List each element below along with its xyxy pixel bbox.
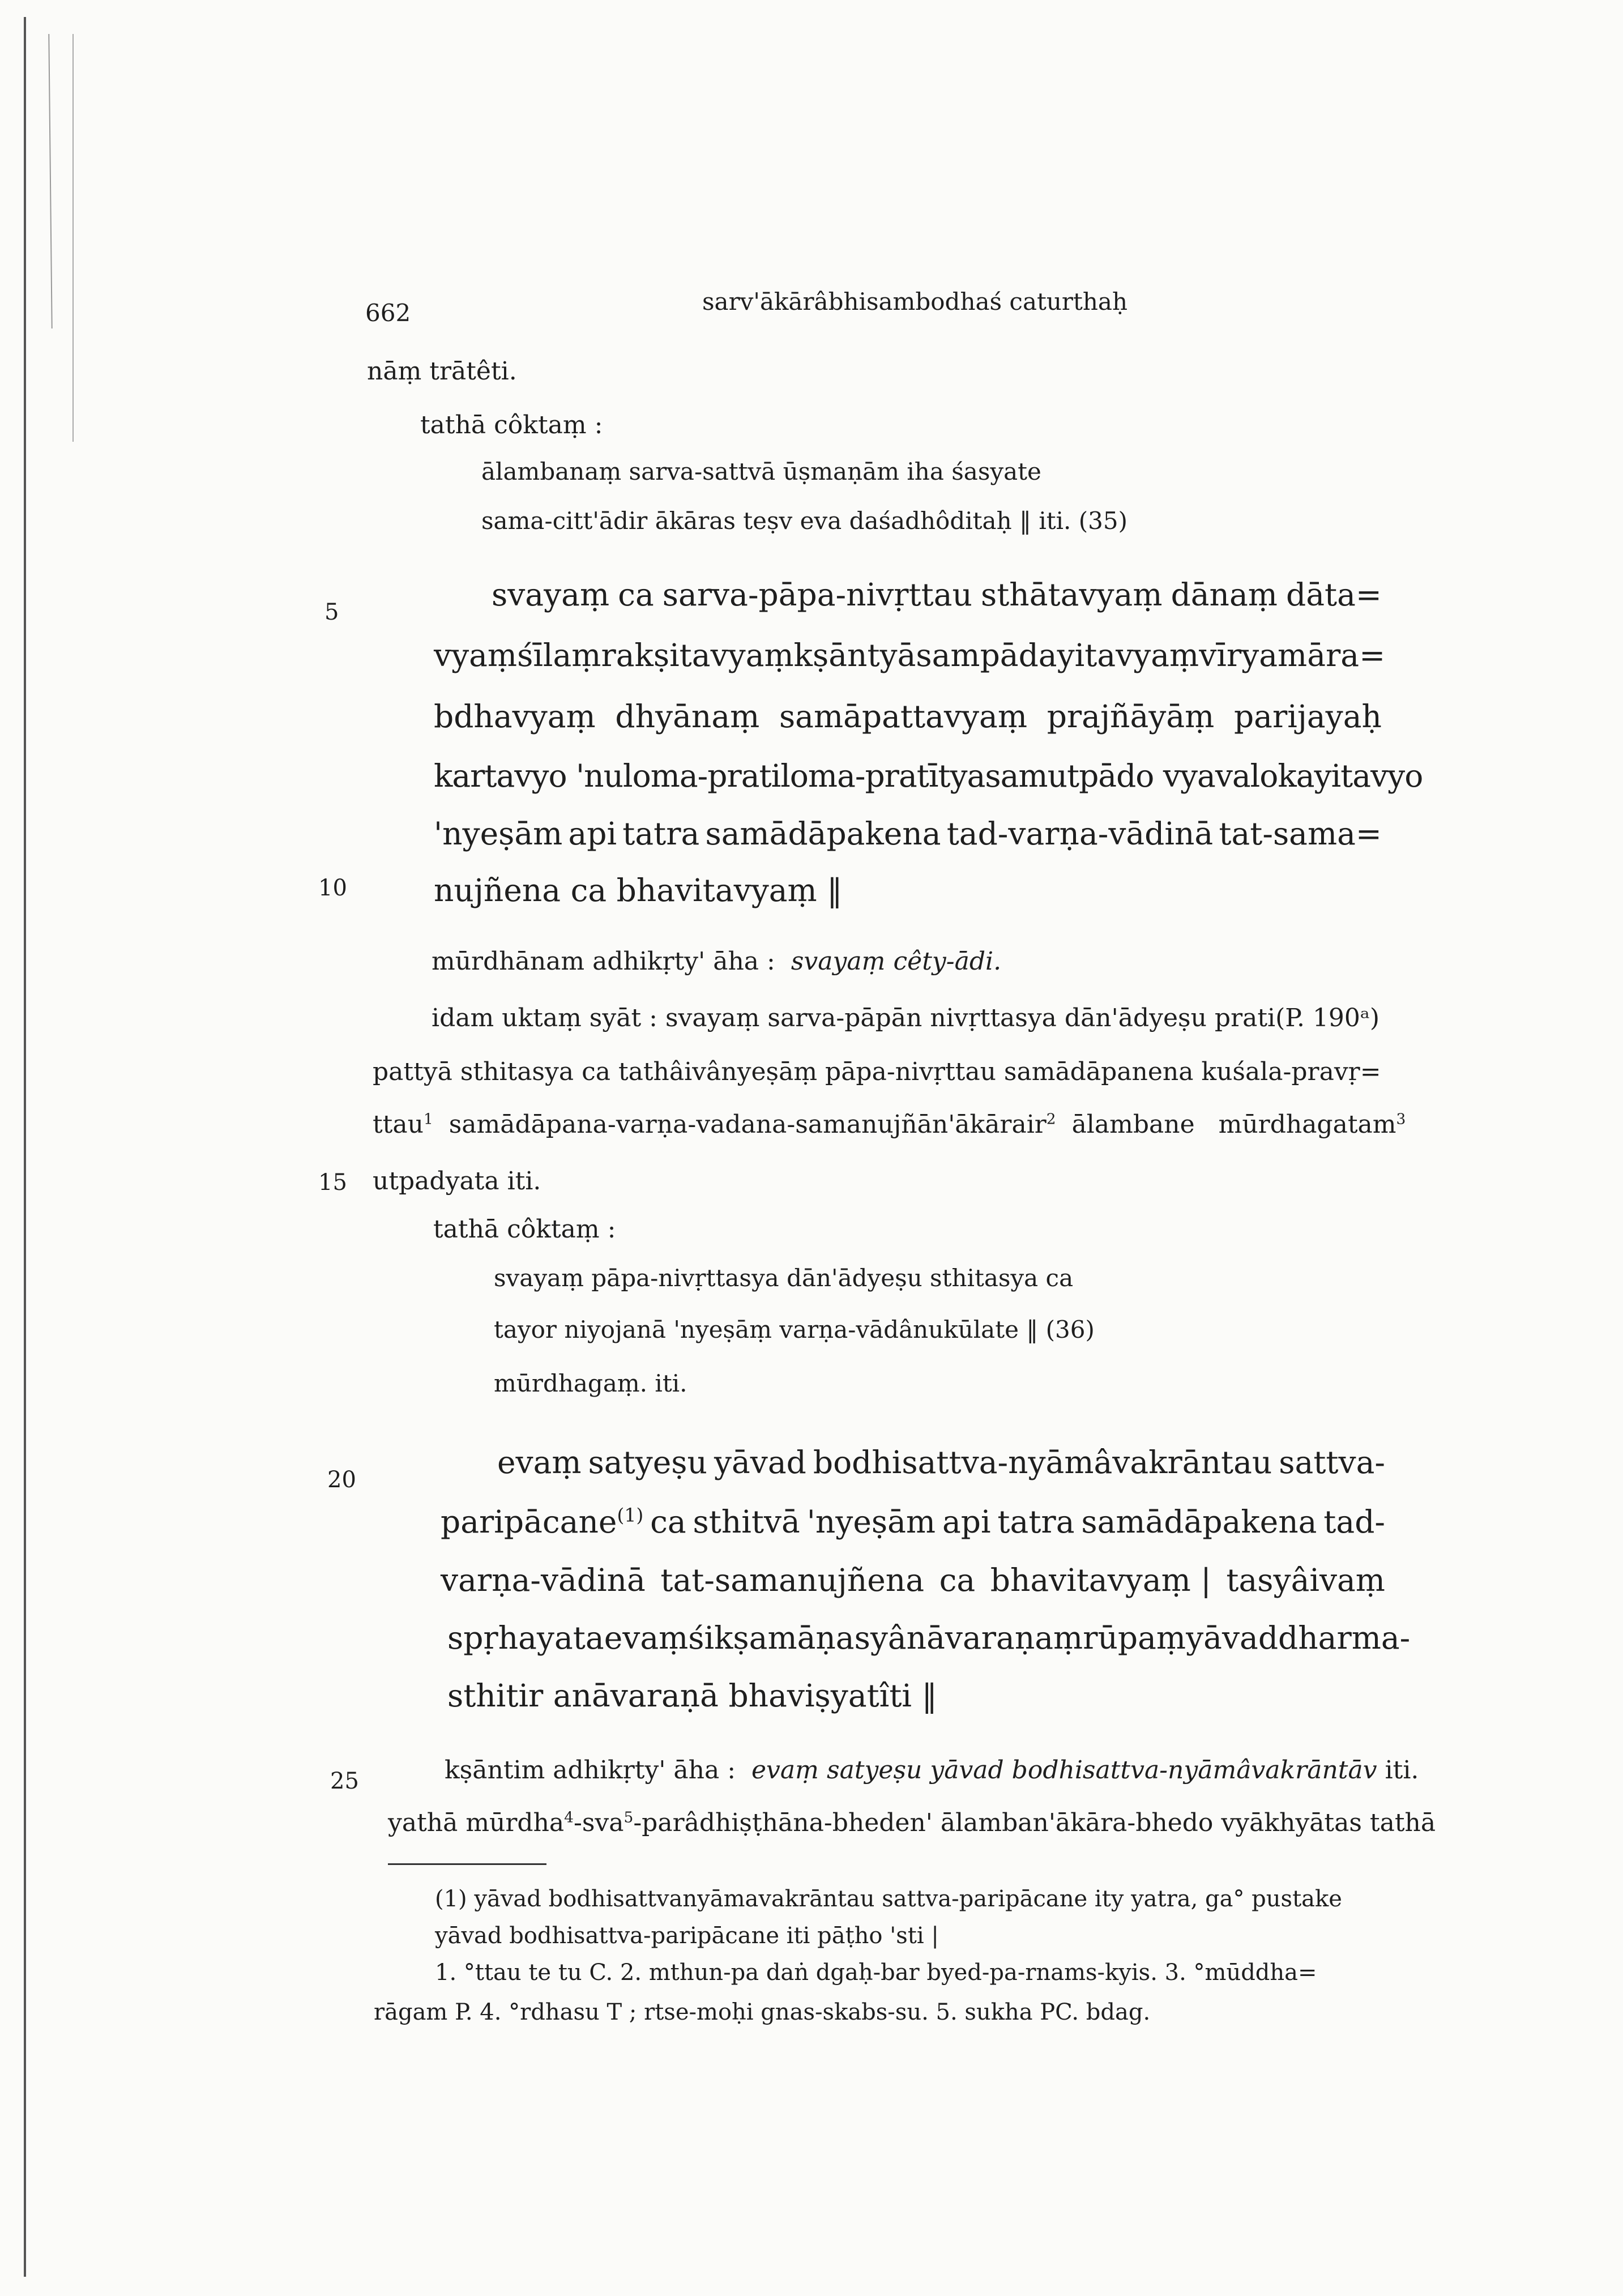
root-text-line: 'nyeṣām api tatra samādāpakena tad-varṇa-vādinā tat-sama= (434, 816, 1382, 852)
commentary-line: mūrdhānam adhikṛty' āha : svayaṃ cêty-ādi. (432, 947, 1002, 976)
verse-line: svayaṃ pāpa-nivṛttasya dān'ādyeṣu sthitasya ca (494, 1264, 1074, 1292)
footnote-line: (1) yāvad bodhisattvanyāmavakrāntau sattva-paripācane ity yatra, ga° pustake (435, 1886, 1342, 1912)
commentary-line: utpadyata iti. (373, 1167, 541, 1196)
scan-edge-line (24, 17, 26, 2277)
line-number: 5 (324, 599, 339, 625)
text-line: nāṃ trātêti. (367, 357, 517, 386)
root-text-line: nujñena ca bhavitavyaṃ ‖ (434, 872, 843, 908)
root-text-line: bdhavyaṃ dhyānaṃ samāpattavyaṃ prajñāyāṃ parijayaḥ (434, 698, 1382, 735)
line-number: 20 (327, 1467, 356, 1493)
verse-line: tayor niyojanā 'nyeṣāṃ varṇa-vādânukūlate ‖ (36) (494, 1316, 1095, 1343)
verse-line: sama-citt'ādir ākāras teṣv eva daśadhôditaḥ ‖ iti. (35) (481, 507, 1127, 535)
root-text-line: spṛhayata evaṃ śikṣamāṇasyânāvaraṇaṃ rūpaṃ yāvad dharma- (447, 1620, 1411, 1656)
text-line: tathā côktaṃ : (420, 411, 603, 439)
line-number: 25 (330, 1768, 359, 1794)
scan-edge-line (48, 34, 52, 328)
root-text-line: paripācane$^{(1)}$ ca sthitvā 'nyeṣām api tatra samādāpakena tad- (441, 1504, 1385, 1540)
root-text-line: sthitir anāvaraṇā bhaviṣyatîti ‖ (447, 1678, 937, 1714)
root-text-line: evaṃ satyeṣu yāvad bodhisattva-nyāmâvakrāntau sattva- (497, 1444, 1385, 1480)
root-text-line: varṇa-vādinā tat-samanujñena ca bhavitavyaṃ | tasyâivaṃ (441, 1562, 1385, 1598)
scan-edge-line (72, 34, 74, 442)
footnote-line: yāvad bodhisattva-paripācane iti pāṭho 'sti | (435, 1923, 939, 1949)
root-text-line: kartavyo 'nuloma-pratiloma-pratītyasamutpādo vyavalokayitavyo (434, 758, 1423, 794)
commentary-line: tathā côktaṃ : (433, 1215, 616, 1244)
line-number: 10 (318, 875, 347, 901)
verse-line: ālambanaṃ sarva-sattvā ūṣmaṇām iha śasyate (481, 458, 1041, 485)
commentary-line: ttau$^1$ samādāpana-varṇa-vadana-samanujñān'ākārair$^2$ ālambane mūrdhagatam$^3$ (373, 1110, 1406, 1139)
footnote-rule (388, 1863, 546, 1865)
commentary-line: idam uktaṃ syāt : svayaṃ sarva-pāpān nivṛttasya dān'ādyeṣu prati(P. 190ᵃ) (432, 1004, 1380, 1032)
running-title: sarv'ākārâbhisambodhaś caturthaḥ (702, 288, 1128, 315)
verse-line: mūrdhagaṃ. iti. (494, 1369, 687, 1397)
commentary-line: kṣāntim adhikṛty' āha : evaṃ satyeṣu yāvad bodhisattva-nyāmâvakrāntāv iti. (445, 1756, 1419, 1785)
line-number: 15 (318, 1170, 347, 1196)
root-text-line: vyaṃ śīlaṃ rakṣitavyaṃ kṣāntyā sampādayitavyaṃ vīryam āra= (434, 637, 1386, 673)
footnote-line: 1. °ttau te tu C. 2. mthun-pa daṅ dgaḥ-bar byed-pa-rnams-kyis. 3. °mūddha= (435, 1960, 1317, 1986)
root-text-line: svayaṃ ca sarva-pāpa-nivṛttau sthātavyaṃ dānaṃ dāta= (492, 577, 1382, 613)
commentary-line: pattyā sthitasya ca tathâivânyeṣāṃ pāpa-nivṛttau samādāpanena kuśala-pravṛ= (373, 1057, 1381, 1086)
page-number: 662 (365, 299, 411, 327)
commentary-line: yathā mūrdha$^4$-sva$^5$-parâdhiṣṭhāna-bheden' ālamban'ākāra-bhedo vyākhyātas tathā (388, 1808, 1436, 1837)
footnote-line: rāgam P. 4. °rdhasu T ; rtse-moḥi gnas-skabs-su. 5. sukha PC. bdag. (374, 1999, 1151, 2025)
